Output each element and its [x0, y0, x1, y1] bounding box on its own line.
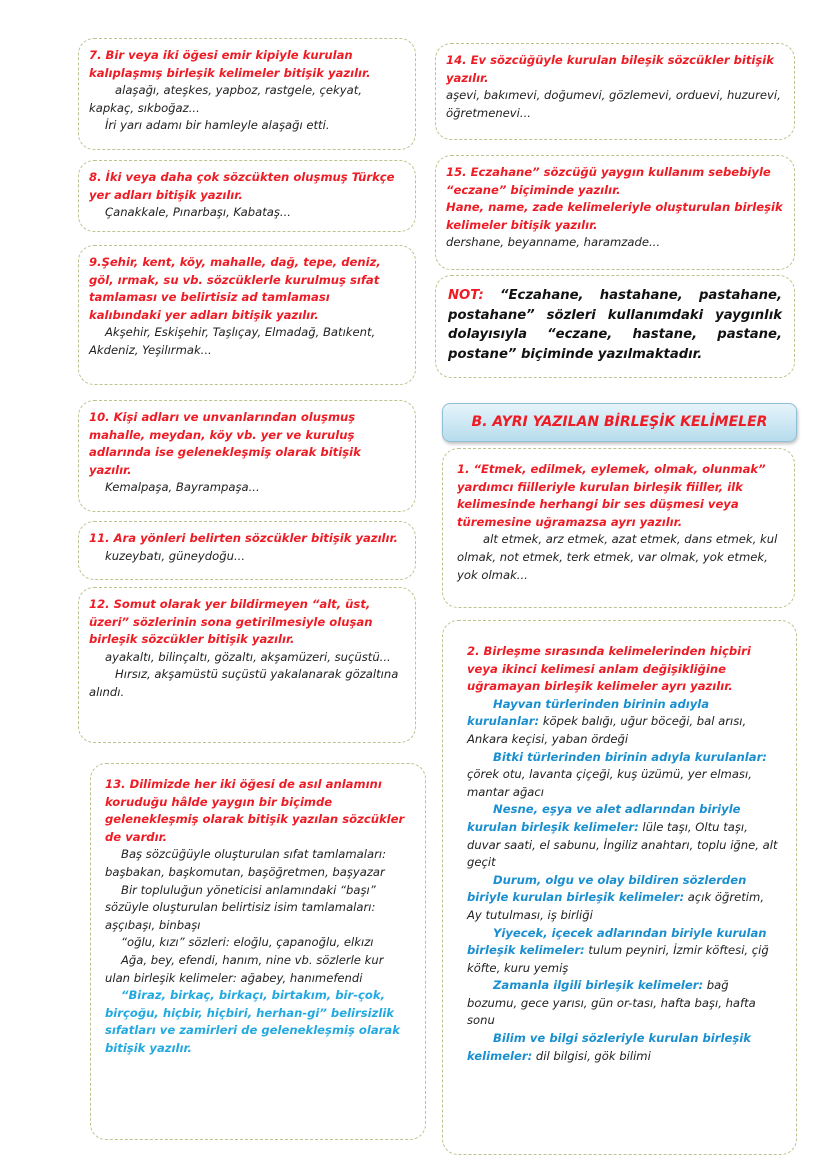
examples: aşevi, bakımevi, doğumevi, gözlemevi, orduevi, huzurevi, öğretmenevi...: [446, 88, 781, 120]
examples: kuzeybatı, güneydoğu...: [105, 548, 246, 563]
examples: Kemalpaşa, Bayrampaşa...: [105, 480, 260, 495]
example-sentence: İri yarı adamı bir hamleyle alaşağı etti.: [105, 118, 330, 133]
category-label: Zamanla ilgili birleşik kelimeler:: [493, 978, 704, 993]
category-item: [467, 872, 782, 925]
paragraph: “oğlu, kızı” sözleri: eloğlu, çapanoğlu, elkızı: [121, 935, 374, 950]
paragraph: Baş sözcüğüyle oluşturulan sıfat tamlamaları: başbakan, başkomutan, başöğretmen, başyazar: [105, 847, 386, 879]
category-examples: tulum peyniri, İzmir köftesi, çiğ köfte, kuru yemiş: [467, 943, 769, 975]
note-box: [435, 275, 795, 378]
category-label: Durum, olgu ve olay bildiren sözlerden biriyle kurulan birleşik kelimeler:: [467, 872, 747, 905]
rule-title: 10. Kişi adları ve unvanlarından oluşmuş mahalle, meydan, köy vb. yer ve kuruluş adlarında ise gelenekleşmiş olarak bitişik yazılır.: [89, 410, 361, 477]
rule-subtitle: Hane, name, zade kelimeleriyle oluşturulan birleşik kelimeler bitişik yazılır.: [446, 200, 783, 232]
rule-b1-box: [442, 448, 795, 608]
category-item: [467, 696, 782, 749]
category-label: Bitki türlerinden birinin adıyla kurulanlar:: [493, 749, 767, 764]
section-title: B. AYRI YAZILAN BİRLEŞİK KELİMELER: [442, 403, 797, 442]
rule-title: 13. Dilimizde her iki öğesi de asıl anlamını koruduğu hâlde yaygın bir biçimde gelenekleşmiş olarak bitişik yazılan sözcükler de vardır.: [105, 777, 405, 844]
rule-title: 12. Somut olarak yer bildirmeyen “alt, üst, üzeri” sözlerinin sona getirilmesiyle oluşan birleşik sözcükler bitişik yazılır.: [89, 597, 373, 647]
rule-15-box: [435, 155, 795, 270]
rule-11-box: [78, 521, 416, 580]
examples: alt etmek, arz etmek, azat etmek, dans etmek, kul olmak, not etmek, terk etmek, var olmak, yok etmek, yok olmak...: [457, 532, 778, 582]
rule-title: 7. Bir veya iki öğesi emir kipiyle kurulan kalıplaşmış birleşik kelimeler bitişik yazılır.: [89, 48, 371, 80]
category-item: [467, 1030, 782, 1065]
highlight-paragraph: “Biraz, birkaç, birkaçı, birtakım, bir-çok, birçoğu, hiçbir, hiçbiri, herhan-gi” belirsizlik sıfatları ve zamirleri de gelenekleşmiş olarak bitişik yazılır.: [105, 988, 400, 1055]
note-label: NOT:: [448, 288, 484, 303]
examples: dershane, beyanname, haramzade...: [446, 235, 661, 250]
category-item: [467, 749, 782, 802]
rule-b2-box: [442, 620, 797, 1155]
rule-9-box: [78, 245, 416, 385]
example-sentence: Hırsız, akşamüstü suçüstü yakalanarak gözaltına alındı.: [89, 667, 399, 699]
category-label: Bilim ve bilgi sözleriyle kurulan birleşik kelimeler:: [467, 1031, 751, 1063]
rule-8-box: [78, 160, 416, 232]
paragraph: Ağa, bey, efendi, hanım, nine vb. sözlerle kur ulan birleşik kelimeler: ağabey, hanımefendi: [105, 952, 384, 985]
rule-7-box: [78, 38, 416, 150]
category-item: [467, 977, 782, 1030]
rule-title: 9.Şehir, kent, köy, mahalle, dağ, tepe, deniz, göl, ırmak, su vb. sözcüklerle kurulmuş sıfat tamlaması ve belirtisiz ad tamlaması kalıbındaki yer adları bitişik yazılır.: [89, 255, 381, 322]
paragraph: Bir topluluğun yöneticisi anlamındaki “başı” sözüyle oluşturulan belirtisiz isim tamlamaları: aşçıbaşı, binbaşı: [105, 882, 376, 932]
rule-title: 14. Ev sözcüğüyle kurulan bileşik sözcükler bitişik yazılır.: [446, 53, 774, 85]
rule-title: 8. İki veya daha çok sözcükten oluşmuş Türkçe yer adları bitişik yazılır.: [89, 170, 395, 202]
rule-10-box: [78, 400, 416, 512]
rule-title: 2. Birleşme sırasında kelimelerinden hiçbiri veya ikinci kelimesi anlam değişikliğine uğramayan birleşik kelimeler ayrı yazılır.: [467, 644, 751, 694]
category-examples: dil bilgisi, gök bilimi: [532, 1048, 651, 1063]
category-examples: açık öğretim, Ay tutulması, iş birliği: [467, 890, 765, 922]
category-item: [467, 925, 782, 978]
rule-14-box: [435, 43, 795, 140]
rule-title: 15. Eczahane” sözcüğü yaygın kullanım sebebiyle “eczane” biçiminde yazılır.: [446, 165, 771, 197]
category-examples: lüle taşı, Oltu taşı, duvar saati, el sabunu, İngiliz anahtarı, toplu iğne, alt geçit: [467, 819, 778, 870]
category-label: Hayvan türlerinden birinin adıyla kurulanlar:: [467, 696, 710, 729]
category-item: [467, 801, 782, 871]
category-label: Nesne, eşya ve alet adlarından biriyle kurulan birleşik kelimeler:: [467, 802, 741, 834]
examples: Çanakkale, Pınarbaşı, Kabataş...: [105, 205, 291, 220]
rule-12-box: [78, 587, 416, 743]
category-examples: çörek otu, lavanta çiçeği, kuş üzümü, yer elması, mantar ağacı: [467, 767, 752, 799]
note-text: “Eczahane, hastahane, pastahane, postahane” sözleri kullanımdaki yaygınlık dolayısıyla “eczane, hastane, pastane, postane” biçiminde yazılmaktadır.: [448, 288, 782, 362]
category-examples: köpek balığı, uğur böceği, bal arısı, Ankara keçisi, yaban ördeği: [467, 714, 747, 746]
examples: Akşehir, Eskişehir, Taşlıçay, Elmadağ, Batıkent, Akdeniz, Yeşilırmak...: [89, 325, 376, 357]
category-examples: bağ bozumu, gece yarısı, gün or-tası, hafta başı, hafta sonu: [467, 978, 756, 1028]
rule-title: 1. “Etmek, edilmek, eylemek, olmak, olunmak” yardımcı fiilleriyle kurulan birleşik fiiller, ilk kelimesinde herhangi bir ses düşmesi veya türemesine uğramazsa ayrı yazılır.: [457, 462, 766, 529]
examples: alaşağı, ateşkes, yapboz, rastgele, çekyat, kapkaç, sıkboğaz...: [89, 83, 362, 115]
rule-title: 11. Ara yönleri belirten sözcükler bitişik yazılır.: [89, 531, 398, 545]
examples: ayakaltı, bilinçaltı, gözaltı, akşamüzeri, suçüstü...: [105, 649, 391, 664]
rule-13-box: [90, 763, 426, 1140]
category-label: Yiyecek, içecek adlarından biriyle kurulan birleşik kelimeler:: [467, 925, 767, 958]
